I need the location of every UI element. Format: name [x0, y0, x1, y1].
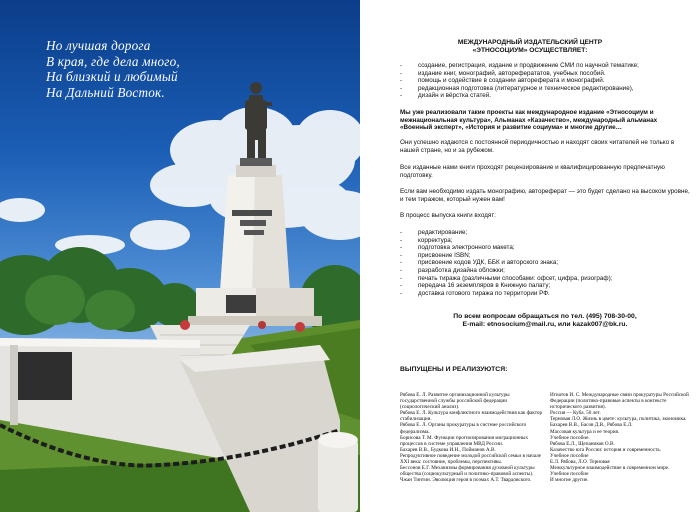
published-heading: ВЫПУЩЕНЫ И РЕАЛИЗУЮТСЯ: [400, 366, 508, 373]
contact-email[interactable]: E-mail: etnosocium@mail.ru, или kazak007@bk.ru. [462, 321, 628, 328]
contact-block [400, 313, 690, 329]
list-item: - присвоение ISBN; [400, 252, 690, 260]
book-entry: Рябова Е. Л. Культура конфликтного взаимодействия как фактор стабилизации. [400, 410, 543, 423]
book-entry: Бессонов Е.Г. Механизмы формирования духовной культуры общества (социокультурный и политико-правовой аспекты). [400, 465, 535, 478]
book-entry: Массовая культура и ее теория. [550, 428, 620, 435]
book-entry: Рябова Е. Л. Развитие организационной культуры государственной службы российской федерации (социологический анализ). [400, 392, 510, 411]
list-item: - разработка дизайна обложки; [400, 267, 690, 275]
text-page [360, 0, 700, 512]
center-header [360, 39, 700, 55]
book-entry: Учебное пособие. [550, 434, 590, 441]
books-right-column [550, 392, 695, 483]
poem-line: Но лучшая дорога [46, 38, 151, 53]
poem [46, 38, 180, 100]
process-steps-list [400, 229, 690, 297]
list-item: - печать тиража (различными способами: офсет, цифра, ризограф); [400, 275, 690, 283]
process-intro: В процесс выпуска книги входят: [400, 212, 496, 219]
services-list [400, 62, 690, 100]
book-entry: Россия — Куба. 50 лет. [550, 410, 601, 417]
book-entry: Борисова Т. М. Функции прогнозирования миграционных процессов в системе управления МВД России. [400, 434, 529, 447]
book-entry: Казачество юга России: история и современность. [550, 446, 662, 453]
poem-line: В края, где дела много, [46, 53, 180, 69]
book-entry: Репродуктивное поведение молодой российской семьи в начале XXI века: состояние, проблемы, перспективы. [400, 452, 541, 466]
book-entry: Игнатов И. С. Международные связи прокуратуры Российской Федерации (политико-правовые аспекты в контексте исторического развития). [550, 392, 689, 411]
list-item: - издание книг, монографий, автореферататов, учебных пособий. [400, 70, 690, 78]
periodicity-paragraph: Они успешно издаются с постоянной периодичностью и находят своих читателей не только в нашей стране, но и за рубежом. [400, 139, 675, 154]
book-entry: Учебное пособие [550, 471, 589, 478]
poem-line: На близкий и любимый [46, 69, 178, 84]
book-entry: Рябова Е. Л. Органы прокуратуры в системе российского федерализма. [400, 422, 527, 435]
list-item: - создание, регистрация, издание и продвижение СМИ по научной тематике; [400, 62, 690, 70]
list-item: - подготовка электронного макета; [400, 244, 690, 252]
list-item: - редакционная подготовка (литературное и техническое редактирование), [400, 85, 690, 93]
list-item: - дизайн и вёрстка статей. [400, 92, 690, 100]
header-line: «ЭТНОСОЦИУМ» ОСУЩЕСТВЛЯЕТ: [472, 47, 588, 54]
contact-phone: По всем вопросам обращаться по тел. (495) 708-30-00, [453, 313, 637, 320]
list-item: - помощь и содействие в создании автореферата и монографий. [400, 77, 690, 85]
book-entry: Рябова Е.Л., Щепаников О.В. [550, 440, 615, 447]
book-entry: Чжан Тинтин. Эволюция героя в поэмах А.Т. Твардовского. [400, 477, 532, 484]
books-left-column [400, 392, 545, 483]
header-line: МЕЖДУНАРОДНЫЙ ИЗДАТЕЛЬСКИЙ ЦЕНТР [457, 39, 603, 46]
list-item: - присвоение кодов УДК, ББК и авторского знака; [400, 259, 690, 267]
projects-paragraph: Мы уже реализовали такие проекты как международное издание «Этносоциум и межнациональная культура», Альманах «Казачество», международный альманах «Военный эксперт», «История и развитие социума» и многие другие… [400, 109, 658, 132]
book-entry: Бахарев В.В., Басов Д.В., Рябова Е.Л. [550, 422, 633, 429]
list-item: - редактирование; [400, 229, 690, 237]
list-item: - передача 16 экземпляров в Книжную палату; [400, 282, 690, 290]
list-item: - корректура; [400, 237, 690, 245]
book-entry: Е.Л. Рябова, Л.О. Терновая [550, 459, 610, 466]
book-entry: И многие другие. [550, 477, 589, 484]
book-entry: Учебное пособие [550, 452, 589, 459]
review-paragraph: Все изданные нами книги проходят рецензирование и квалифицированную предпечатную подготовку. [400, 164, 665, 179]
book-entry: Бахарев В.В., Будкова И.Н., Пойманов А.В. [400, 446, 496, 453]
poem-line: На Дальний Восток. [46, 84, 165, 100]
list-item: - доставка готового тиража по территории РФ. [400, 290, 690, 298]
offer-paragraph: Если вам необходимо издать монографию, автореферат — это будет сделано на высоком уровне, и тем тиражом, который нужен вам! [400, 188, 690, 203]
book-entry: Межкультурное взаимодействие в современном мире. [550, 465, 670, 472]
book-entry: Терновая Л.О. Жизнь в цвете: культура, политика, экономика. [550, 416, 687, 423]
